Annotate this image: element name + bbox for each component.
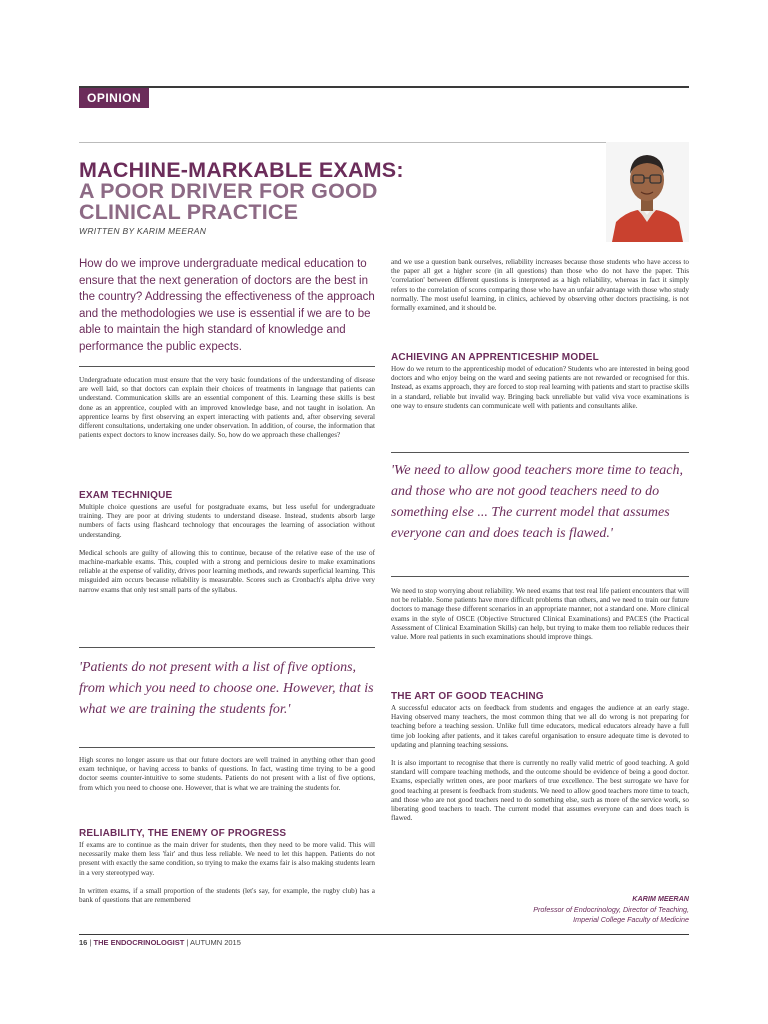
signature-name: KARIM MEERAN bbox=[632, 894, 689, 903]
paragraph: A successful educator acts on feedback from students and engages the audience at an early stage. Having observed many teachers, the most common thing that we all do wrong is not preparing for teaching before a teaching session. Unlike full time educators, medical educators already have a full time job looking after patients, and it takes careful organisation to ensure adequate time is devoted to updating and planning teaching sessions. bbox=[391, 704, 689, 749]
paragraph: and we use a question bank ourselves, reliability increases because those students who have access to the paper all get a higher score (in all questions) than those who do not have the paper. This 'correlation' between different questions is interpreted as a high reliability, whereas in fact it simply refers to the correlation of scores comparing those who have an unfair advantage with those who study normally. The most useful learning, in clinics, achieved by observing other doctors practising, is not formally examined, and it should be. bbox=[391, 258, 689, 313]
author-photo bbox=[606, 142, 689, 242]
footer-separator: | bbox=[89, 938, 94, 947]
author-signature bbox=[533, 894, 689, 926]
left-reliability-section bbox=[79, 841, 375, 914]
paragraph: High scores no longer assure us that our future doctors are well trained in anything other than good exam technique, or having access to banks of questions. In fact, wasting time trying to be a good doctor seems counter-intuitive to some students. Patients do not present with a list of five options, from which you need to choose one. However, that is what we are training the students for. bbox=[79, 756, 375, 792]
right-teaching-section bbox=[391, 704, 689, 832]
right-body-middle bbox=[391, 587, 689, 651]
quote-top-rule bbox=[391, 452, 689, 453]
article-title bbox=[79, 160, 499, 223]
heading-apprenticeship: ACHIEVING AN APPRENTICESHIP MODEL bbox=[391, 352, 599, 363]
quote-bottom-rule bbox=[79, 747, 375, 748]
left-column-top-rule bbox=[79, 366, 375, 367]
page-number: 16 bbox=[79, 938, 88, 947]
title-line-3: CLINICAL PRACTICE bbox=[79, 200, 299, 224]
right-apprenticeship-section bbox=[391, 365, 689, 420]
paragraph: In written exams, if a small proportion of the students (let's say, for example, the rugby club) has a bank of questions that are remembered bbox=[79, 886, 375, 905]
heading-reliability: RELIABILITY, THE ENEMY OF PROGRESS bbox=[79, 828, 287, 839]
signature-role: Professor of Endocrinology, Director of Teaching, bbox=[533, 904, 689, 914]
paragraph: Multiple choice questions are useful for postgraduate exams, but less useful for undergraduate training. They are poor at driving students to understand disease. Instead, students absorb large numbers of facts using flashcard technology that encourages the learning of association without understanding. bbox=[79, 503, 375, 539]
heading-art-of-teaching: THE ART OF GOOD TEACHING bbox=[391, 691, 544, 702]
paragraph: It is also important to recognise that there is currently no really valid metric of good teaching. A gold standard will compare teaching methods, and the outcome should be evidence of being a good doctor. Exams, especially written ones, are poor markers of true excellence. The best surrogate we have for good teaching at present is feedback from students. We need to allow good teachers more time to teach, and those who are not good teachers need to do something else, such as more of the service work, so liberating good teachers to teach. The current model that assumes everyone can and does teach is flawed. bbox=[391, 759, 689, 823]
title-line-1: MACHINE-MARKABLE EXAMS: bbox=[79, 158, 404, 182]
left-exam-section bbox=[79, 503, 375, 604]
paragraph: How do we return to the apprenticeship model of education? Students who are interested in being good doctors and who enjoy being on the ward and seeing patients are not rewarded or recognised for this. Instead, as exams approach, they are forced to stop real learning with patients and start to practise skills in a standard, reliable but invalid way. Bringing back unreliable but valid viva voce examinations is one way to ensure students can communicate well with patients and consultants alike. bbox=[391, 365, 689, 410]
author-portrait-icon bbox=[606, 142, 689, 242]
issue-label: AUTUMN 2015 bbox=[190, 938, 241, 947]
page-footer bbox=[79, 938, 241, 947]
standfirst: How do we improve undergraduate medical education to ensure that the next generation of doctors are the best in the country? Addressing the effectiveness of the approach and the methodologies we use is essential if we are to be able to maintain the high standard of knowledge and performance the public expects. bbox=[79, 258, 375, 353]
paragraph: Medical schools are guilty of allowing this to continue, because of the relative ease of the use of machine-markable exams. This, coupled with a strong and pernicious desire to make examinations reliable at the expense of validity, drives poor learning methods, and rewards superficial learning. This misguided aim occurs because reliability is measurable. Scores such as Cronbach's alpha drive very narrow exams that only test small parts of the syllabus. bbox=[79, 548, 375, 594]
paragraph: We need to stop worrying about reliability. We need exams that test real life patient encounters that will not be reliable. Some patients have more difficult problems than others, and we need to train our future doctors to manage these different scenarios in an appropriate manner, not a standard one. More clinical exams in the style of OSCE (Objective Structured Clinical Examinations) and PACES (the Practical Assessment of Clinical Examination Skills) can help, but trying to make them too reliable reduces their value. More real patients in such examinations should improve things. bbox=[391, 587, 689, 642]
pull-quote-right: 'We need to allow good teachers more time to teach, and those who are not good teachers need to do something else ... The current model that assumes everyone can and does teach is flawed.' bbox=[391, 463, 684, 541]
byline: WRITTEN BY KARIM MEERAN bbox=[79, 226, 207, 236]
pull-quote-left: 'Patients do not present with a list of five options, from which you need to choose one. However, that is what we are training the students for.' bbox=[79, 660, 374, 717]
left-intro-paragraph: Undergraduate education must ensure that the very basic foundations of the understanding of disease are well laid, so that doctors can explain their choices of treatments in language that patients can understand. Communication skills are an essential component of this. Learning these skills is best done as an apprentice, coupled with an improved knowledge base, and not taught in isolation. An apprentice learns by first observing an expert interacting with patients and, after observing several different consultations, undertaking one under observation. In addition, of course, the information that patients expect doctors to know increases daily. So, how do we approach these challenges? bbox=[79, 376, 375, 440]
title-line-2: A POOR DRIVER FOR GOOD bbox=[79, 179, 378, 203]
footer-separator: | bbox=[186, 938, 191, 947]
paragraph: If exams are to continue as the main driver for students, then they need to be more valid. This will necessarily make them less 'fair' and thus less reliable. We need to let this happen. Patients do not present with exactly the same condition, so trying to make the exams fair is also making students learn in a very stereotyped way. bbox=[79, 841, 375, 877]
header-divider bbox=[79, 142, 689, 143]
left-body-continued bbox=[79, 756, 375, 802]
heading-exam-technique: EXAM TECHNIQUE bbox=[79, 490, 173, 501]
footer-rule bbox=[79, 934, 689, 935]
left-intro bbox=[79, 376, 375, 449]
top-rule bbox=[79, 86, 689, 88]
right-body-top bbox=[391, 258, 689, 322]
section-tag: OPINION bbox=[79, 88, 149, 108]
quote-bottom-rule bbox=[391, 576, 689, 577]
magazine-title: THE ENDOCRINOLOGIST bbox=[93, 938, 185, 947]
quote-top-rule bbox=[79, 647, 375, 648]
signature-institution: Imperial College Faculty of Medicine bbox=[573, 915, 689, 924]
